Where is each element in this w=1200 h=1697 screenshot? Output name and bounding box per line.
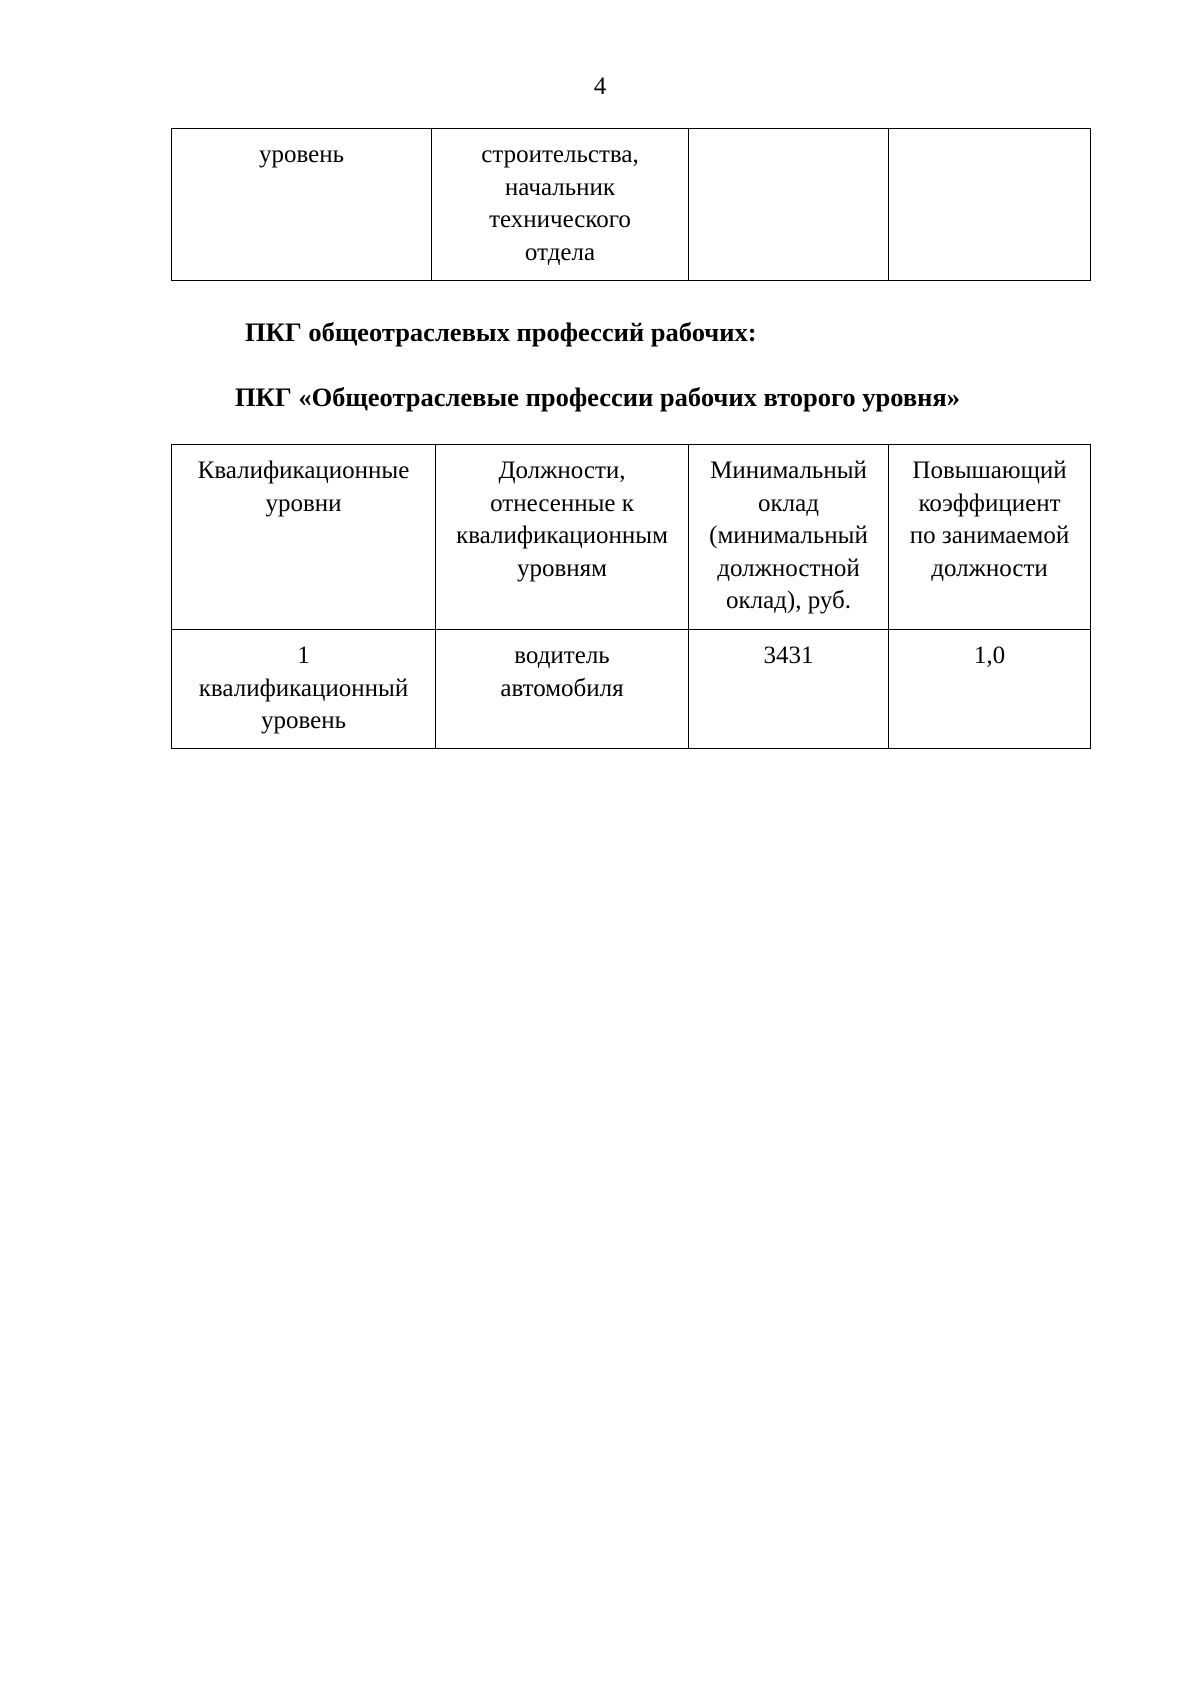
- subgroup-heading: ПКГ «Общеотраслевые профессии рабочих второго уровня»: [235, 382, 961, 412]
- cell-text-line: технического: [489, 206, 631, 233]
- cell-text-line: должности: [931, 554, 1048, 582]
- table-header-row: [172, 445, 1091, 630]
- cell-text-line: строительства,: [481, 141, 639, 168]
- group-heading: ПКГ общеотраслевых профессий рабочих:: [245, 317, 757, 347]
- header-cell-levels: [172, 445, 436, 630]
- continued-table: [171, 128, 1091, 281]
- table-row: [172, 129, 1091, 281]
- cell-text-line: Повышающий: [912, 457, 1067, 484]
- cell-text-line: Должности,: [498, 457, 626, 484]
- cell-text-line: оклад), руб.: [725, 587, 852, 614]
- cell-text-line: Минимальный: [710, 457, 867, 484]
- header-cell-salary: [689, 445, 889, 630]
- cell-coefficient: [889, 630, 1091, 749]
- cell-text-line: 1: [297, 642, 310, 669]
- table-cell: [889, 129, 1091, 281]
- cell-text-line: квалификационным: [456, 522, 668, 549]
- cell-text-line: коэффициент: [918, 489, 1061, 517]
- cell-text-line: уровни: [265, 489, 342, 517]
- cell-text-line: водитель: [514, 642, 610, 669]
- cell-salary: [689, 630, 889, 749]
- cell-text-line: уровень: [260, 707, 347, 734]
- cell-text-line: отнесенные к: [490, 489, 634, 517]
- cell-text-line: Квалификационные: [197, 457, 410, 484]
- cell-text-line: автомобиля: [500, 674, 624, 702]
- table-cell: [689, 129, 889, 281]
- cell-text-line: по занимаемой: [909, 522, 1070, 549]
- cell-text-line: начальник: [504, 173, 616, 201]
- qualification-table: [171, 444, 1091, 749]
- cell-text-line: уровням: [516, 554, 607, 582]
- cell-text-line: должностной: [717, 554, 860, 582]
- cell-text-line: уровень: [258, 141, 345, 168]
- cell-text-line: оклад: [758, 489, 819, 517]
- page-number: 4: [593, 73, 607, 100]
- cell-level: [172, 630, 436, 749]
- cell-text-line: (минимальный: [709, 522, 868, 549]
- cell-text-line: отдела: [524, 238, 596, 266]
- header-cell-coefficient: [889, 445, 1091, 630]
- cell-text-line: квалификационный: [198, 674, 409, 702]
- cell-text-line: 3431: [763, 642, 814, 669]
- cell-text-line: 1,0: [973, 642, 1006, 669]
- cell-position: [436, 630, 689, 749]
- table-cell: [172, 129, 432, 281]
- table-row: [172, 630, 1091, 749]
- table-cell: [432, 129, 689, 281]
- header-cell-positions: [436, 445, 689, 630]
